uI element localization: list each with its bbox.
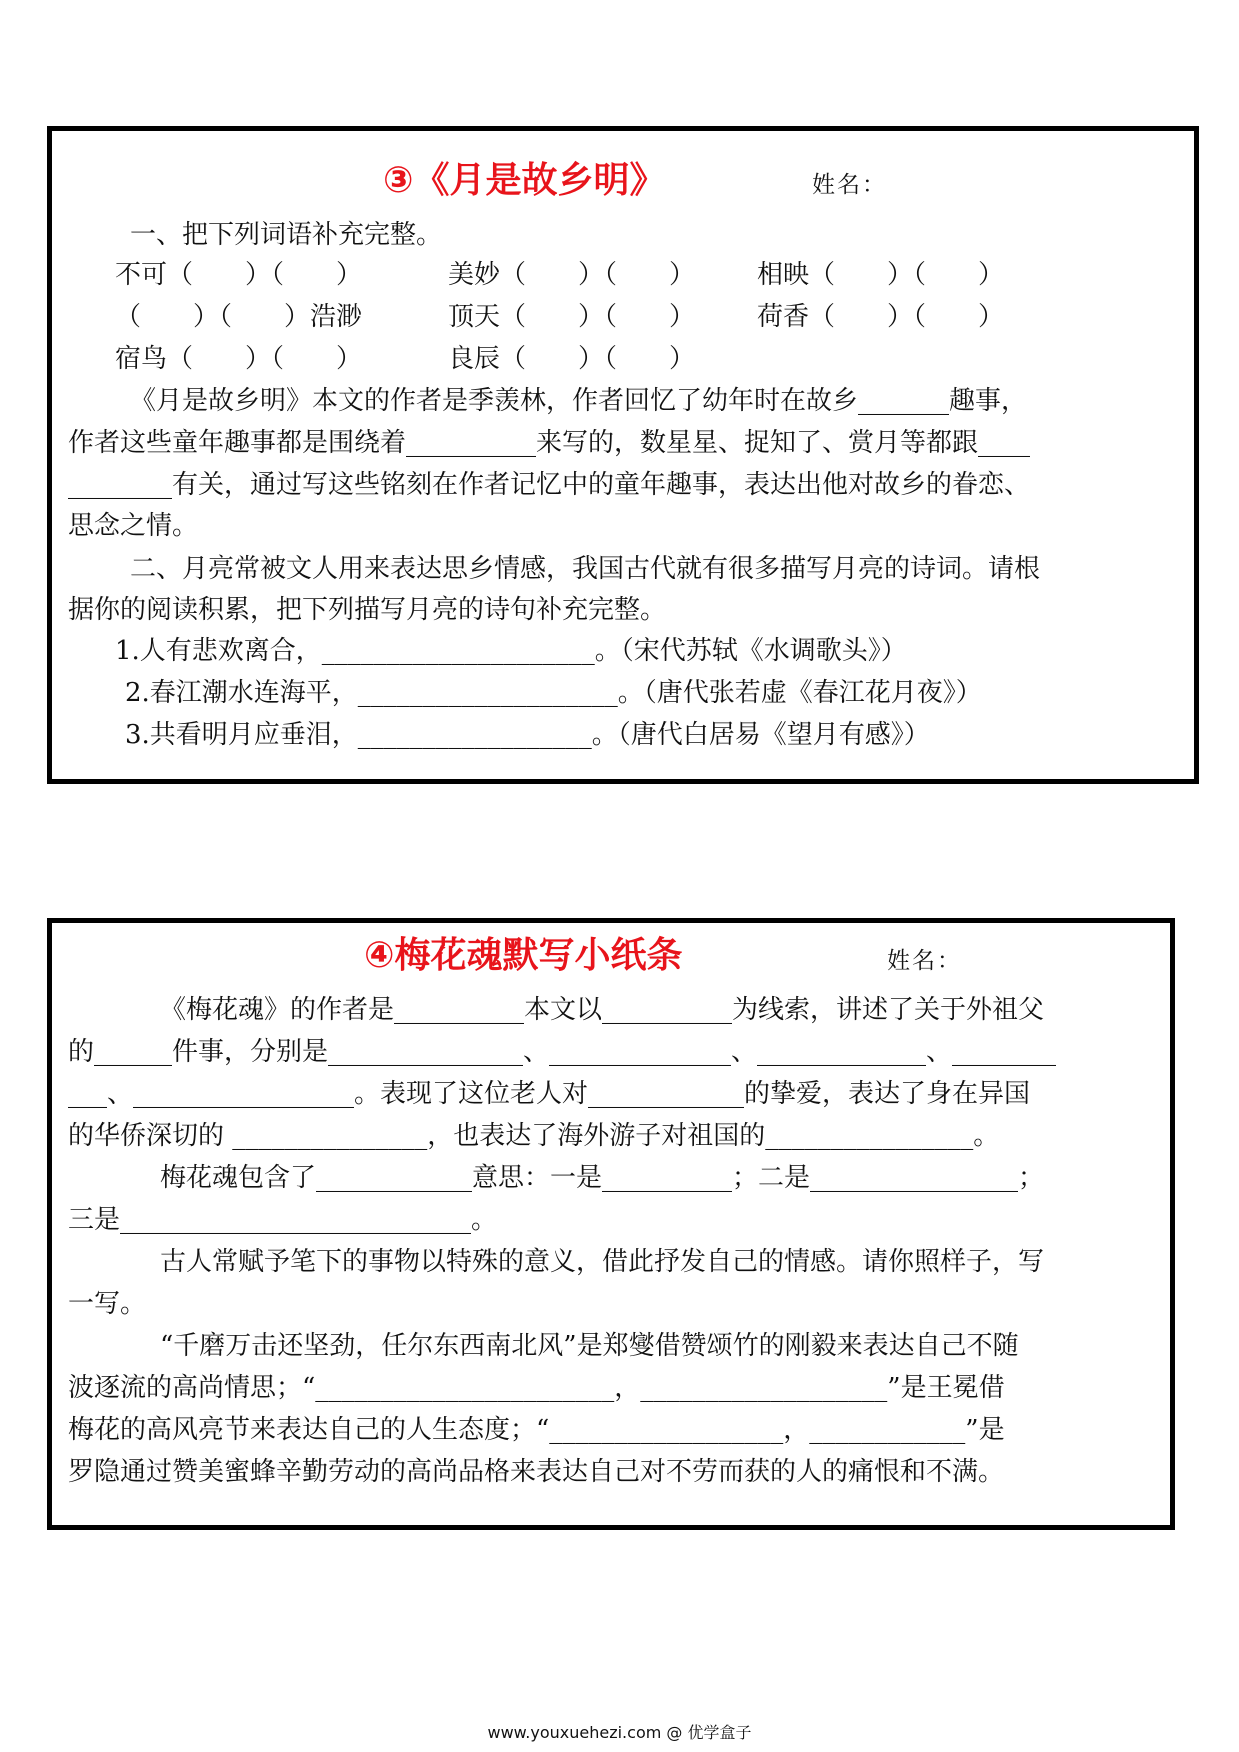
paragraph-line: ________有关，通过写这些铭刻在作者记忆中的童年趣事，表达出他对故乡的眷恋、	[68, 470, 1031, 500]
poem-item: 3.共看明月应垂泪，__________________。（唐代白居易《望月有感》）	[125, 720, 930, 750]
paragraph-line: 梅花魂包含了____________意思：一是__________；二是________________；	[160, 1163, 1045, 1193]
word-blank: 宿鸟（ ）（ ）	[115, 344, 363, 374]
paragraph-line: 古人常赋予笔下的事物以特殊的意义，借此抒发自己的情感。请你照样子，写	[160, 1247, 1045, 1277]
paragraph-line: 《月是故乡明》本文的作者是季羡林，作者回忆了幼年时在故乡_______趣事，	[130, 386, 1028, 416]
footer-watermark: www.youxuehezi.com @ 优学盒子	[487, 1723, 752, 1742]
question-line: 据你的阅读积累，把下列描写月亮的诗句补充完整。	[68, 595, 667, 625]
word-blank: 良辰（ ）（ ）	[448, 344, 696, 374]
word-blank: 不可（ ）（ ）	[115, 260, 363, 290]
paragraph-line: 三是___________________________。	[68, 1205, 498, 1235]
word-blank: 顶天（ ）（ ）	[448, 302, 696, 332]
paragraph-line: “千磨万击还坚劲，任尔东西南北风”是郑燮借赞颂竹的刚毅来表达自己不随	[160, 1331, 1019, 1361]
word-blank: 荷香（ ）（ ）	[757, 302, 1005, 332]
poem-item: 1.人有悲欢离合，_____________________。（宋代苏轼《水调歌头》）	[115, 636, 907, 666]
paragraph-line: 梅花的高风亮节来表达自己的人生态度；“__________________，____________”是	[68, 1415, 1005, 1445]
word-blank: 美妙（ ）（ ）	[448, 260, 696, 290]
paragraph-line: 的______件事，分别是_______________、______________、_____________、________	[68, 1037, 1057, 1067]
word-blank: （ ）（ ）浩渺	[115, 302, 363, 332]
name-label: 姓名：	[887, 948, 962, 974]
card-title: ④梅花魂默写小纸条	[364, 935, 683, 976]
paragraph-line: 波逐流的高尚情思；“_______________________，___________________”是王冕借	[68, 1373, 1005, 1403]
card-title: ③《月是故乡明》	[383, 160, 666, 201]
paragraph-line: 罗隐通过赞美蜜蜂辛勤劳动的高尚品格来表达自己对不劳而获的人的痛恨和不满。	[68, 1457, 1005, 1487]
name-label: 姓名：	[812, 172, 887, 198]
paragraph-line: 《梅花魂》的作者是__________本文以__________为线索，讲述了关于外祖父	[160, 995, 1045, 1025]
question-line: 二、月亮常被文人用来表达思乡情感，我国古代就有很多描写月亮的诗词。请根	[130, 554, 1041, 584]
paragraph-line: 的华侨深切的 _______________，也表达了海外游子对祖国的________________。	[68, 1121, 1000, 1151]
paragraph-line: 作者这些童年趣事都是围绕着__________来写的，数星星、捉知了、赏月等都跟____	[68, 428, 1031, 458]
paragraph-line: 一写。	[68, 1289, 147, 1319]
poem-item: 2.春江潮水连海平，____________________。（唐代张若虚《春江花月夜》）	[125, 678, 982, 708]
word-blank: 相映（ ）（ ）	[757, 260, 1005, 290]
question-heading: 一、把下列词语补充完整。	[130, 220, 443, 250]
paragraph-line: ___、_________________。表现了这位老人对____________的挚爱，表达了身在异国	[68, 1079, 1031, 1109]
paragraph-line: 思念之情。	[68, 511, 199, 541]
